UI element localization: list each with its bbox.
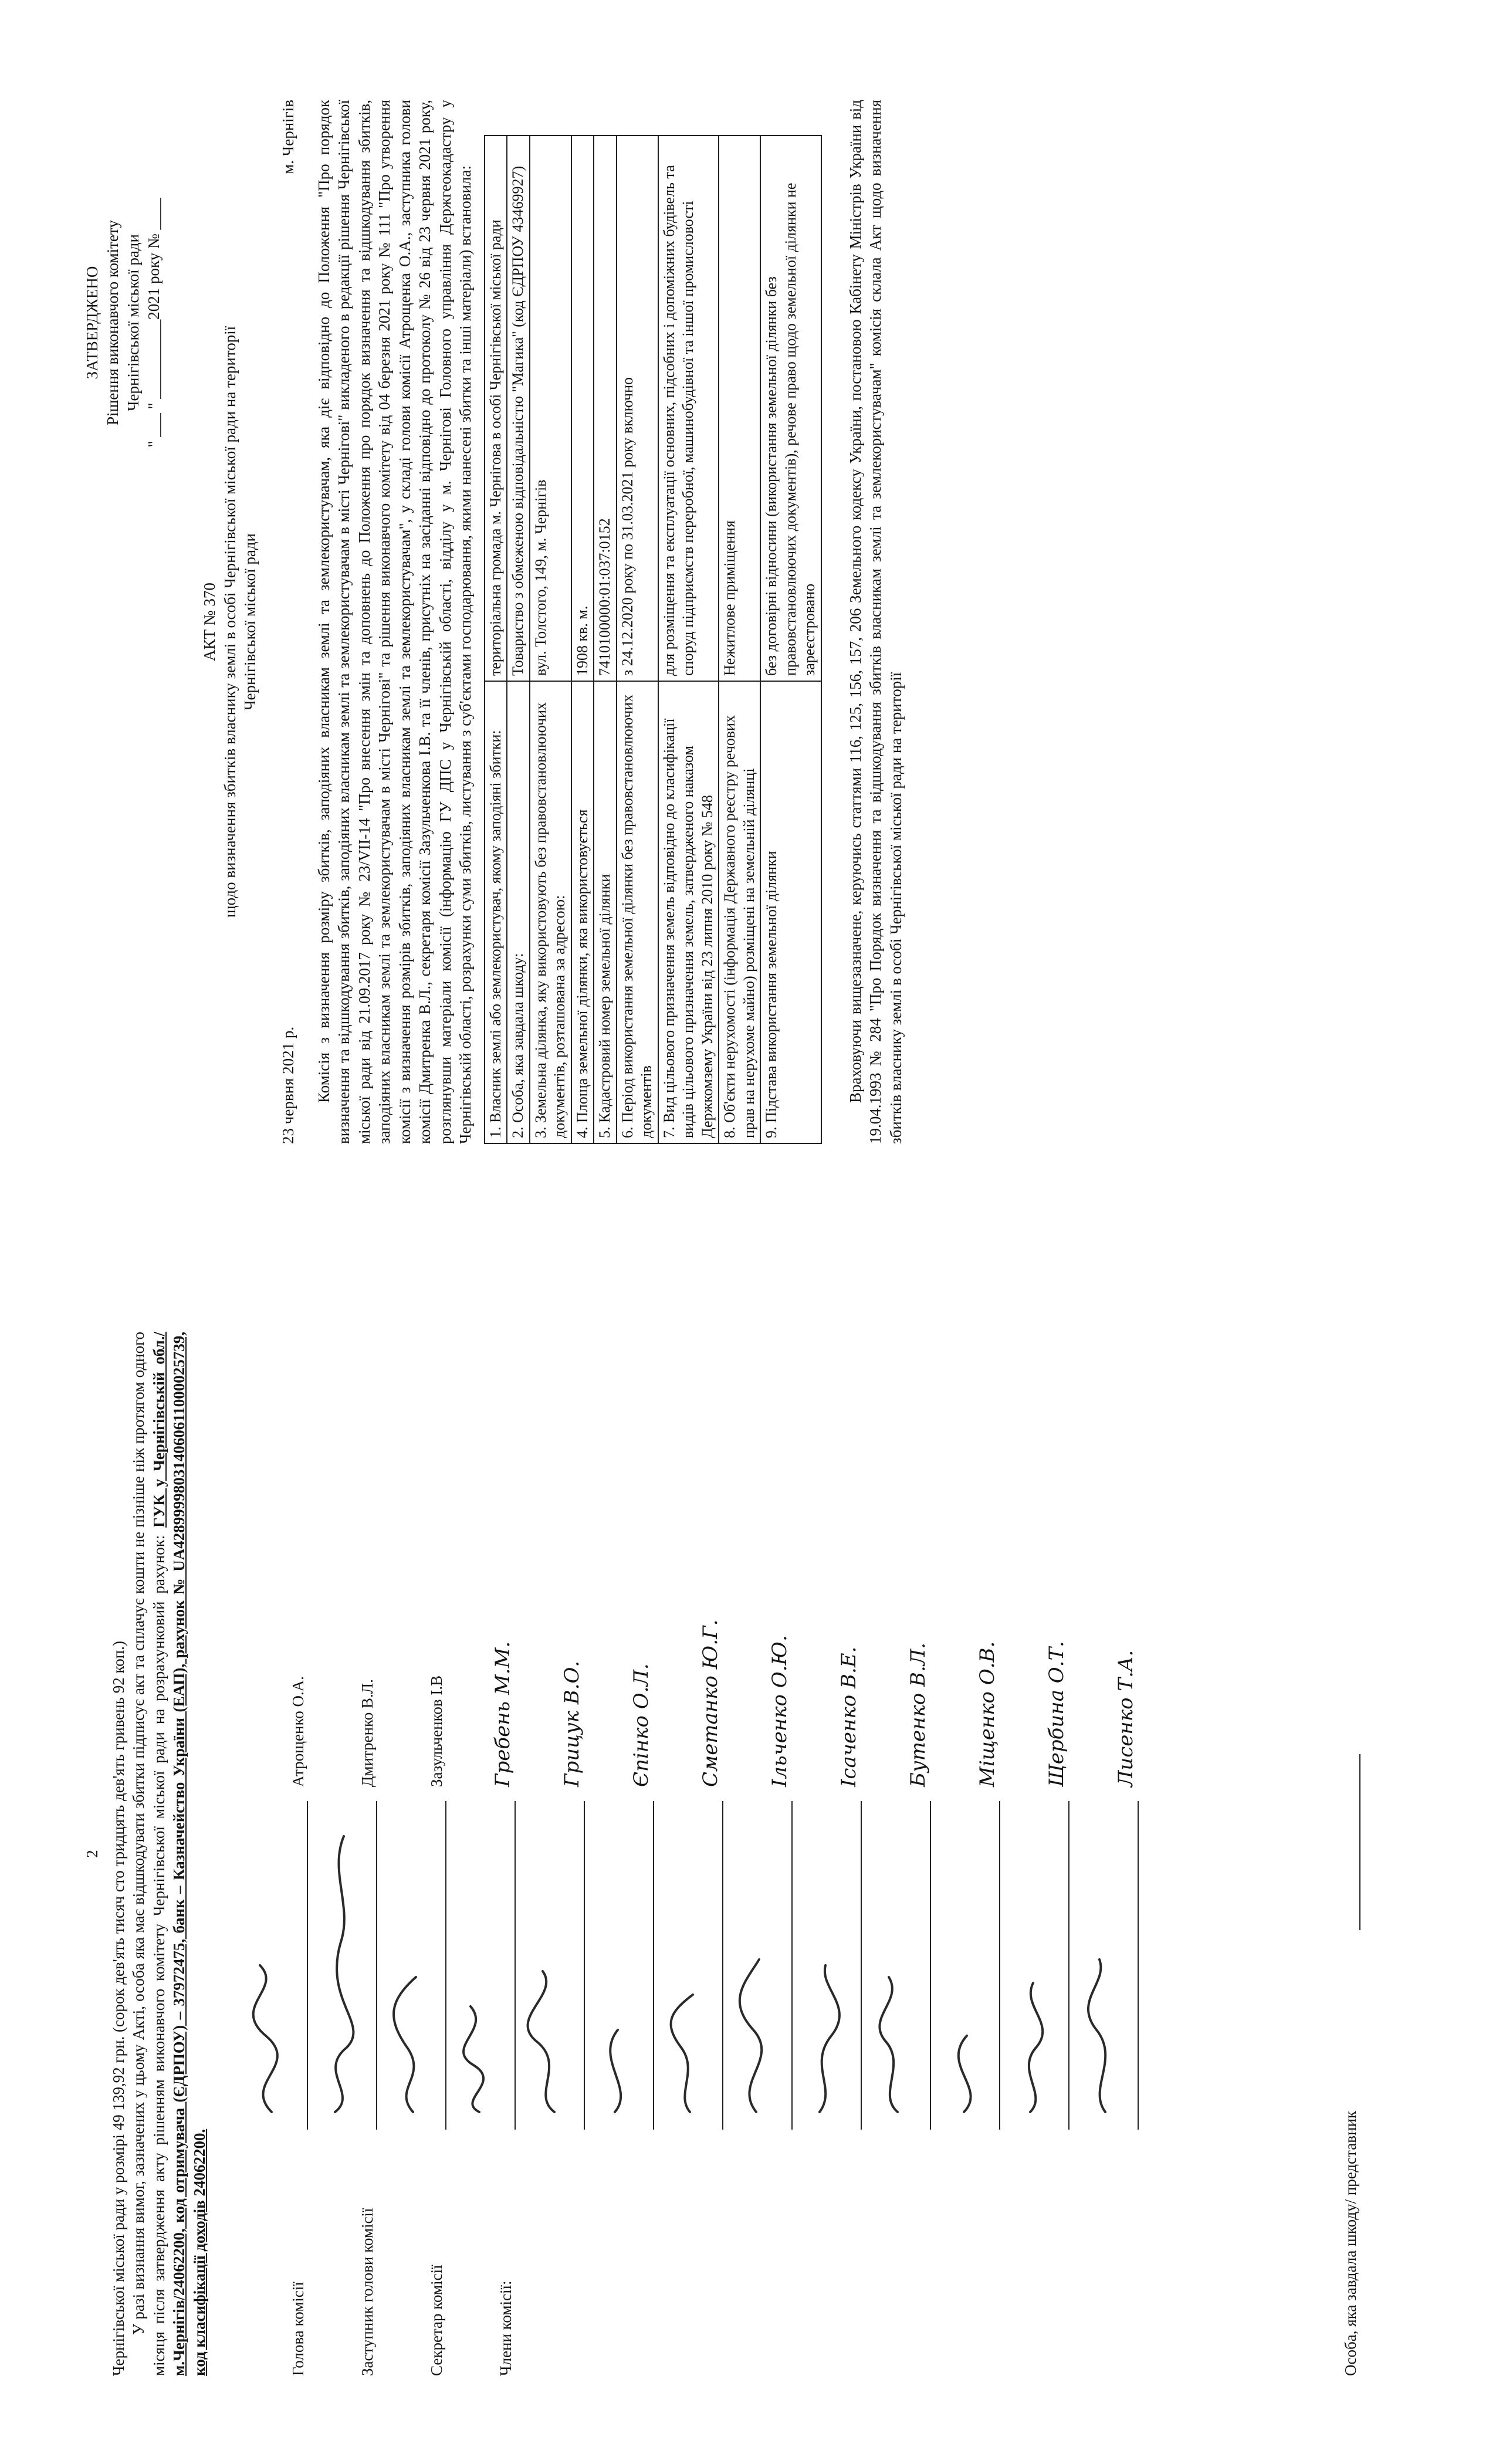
signature-name: Зазульченков І.В xyxy=(427,1675,445,1787)
amount-paragraph: Чернігівської міської ради у розмірі 49 139,92 грн. (сорок дев'ять тисяч сто тридцять дев'ять гривень 92 коп.) xyxy=(109,1641,127,2376)
signature-role: Голова комісії xyxy=(289,2282,307,2376)
signature-stroke xyxy=(880,1977,898,2112)
signature-stroke xyxy=(1029,1983,1043,2112)
handwritten-signature xyxy=(871,1813,936,2118)
table-row xyxy=(485,136,507,1143)
signature-stroke xyxy=(611,2030,621,2112)
table-label-cell: 4. Площа земельної ділянки, яка використовується xyxy=(571,681,594,1143)
table-row xyxy=(617,136,658,1143)
signature-role: Члени комісії: xyxy=(496,2280,515,2376)
offender-signature-line xyxy=(1318,1754,1360,1930)
signature-role: Заступник голови комісії xyxy=(358,2208,376,2376)
info-table xyxy=(484,135,822,1144)
table-row xyxy=(507,136,530,1143)
signature-row xyxy=(793,1332,862,2376)
signature-line xyxy=(473,1801,516,2130)
signature-line xyxy=(889,1801,931,2130)
table-row xyxy=(530,136,571,1143)
table-label-cell: 7. Вид цільового призначення земель відповідно до класифікації видів цільового призначення земель, затвердженого наказом Держкомзему України від 23 липня 2010 року № 548 xyxy=(658,681,719,1143)
date-city-row xyxy=(278,100,299,1144)
signature-line xyxy=(1096,1801,1139,2130)
signature-line xyxy=(612,1801,654,2130)
signature-line xyxy=(681,1801,723,2130)
signature-name: Ісаченко В.Е. xyxy=(837,1646,861,1787)
table-value-cell: 7410100000:01:037:0152 xyxy=(594,136,617,681)
table-label-cell: 8. Об'єкти нерухомості (інформація Державного реєстру речових прав на нерухоме майно) розміщені на земельній ділянці xyxy=(719,681,760,1143)
handwritten-signature xyxy=(664,1813,728,2118)
table-value-cell: для розміщення та експлуатації основних, підсобних і допоміжних будівель та споруд підприємств переробної, машинобудівної та іншої промисловості xyxy=(658,136,719,681)
act-date: 23 червня 2021 р. xyxy=(279,1026,297,1144)
handwritten-signature xyxy=(733,1813,797,2118)
signature-row xyxy=(585,1332,654,2376)
handwritten-signature xyxy=(525,1813,590,2118)
table-value-cell: Нежитлове приміщення xyxy=(719,136,760,681)
handwritten-signature xyxy=(940,1813,1005,2118)
signature-name: Грицук В.О. xyxy=(560,1660,584,1787)
signature-row xyxy=(1000,1332,1069,2376)
signature-row xyxy=(654,1332,723,2376)
signature-row xyxy=(239,1332,308,2376)
signature-name: Єпінко О.Л. xyxy=(629,1663,653,1787)
page-two xyxy=(0,1232,1496,2464)
signature-line xyxy=(266,1801,308,2130)
decision-date-line: " ___ " __________2021 року № ____ xyxy=(145,198,163,448)
table-row xyxy=(760,136,821,1143)
signature-list xyxy=(239,1332,1139,2376)
signature-stroke xyxy=(671,1995,693,2112)
table-value-cell: вул. Толстого, 149, м. Чернігів xyxy=(530,136,571,681)
table-value-cell: 1908 кв. м. xyxy=(571,136,594,681)
signature-row xyxy=(308,1332,377,2376)
act-city: м. Чернігів xyxy=(279,100,297,174)
handwritten-signature xyxy=(594,1813,659,2118)
signature-row xyxy=(931,1332,1000,2376)
signature-stroke xyxy=(959,2036,971,2112)
table-label-cell: 2. Особа, яка завдала шкоду: xyxy=(507,681,530,1143)
table-row xyxy=(571,136,594,1143)
handwritten-signature xyxy=(317,1813,382,2118)
signature-row xyxy=(1069,1332,1139,2376)
signature-name: Ільченко О.Ю. xyxy=(767,1635,791,1787)
page-number: 2 xyxy=(83,1850,101,1858)
decision-line-2: Чернігівської міської ради xyxy=(124,234,143,411)
signature-row xyxy=(516,1332,585,2376)
signature-row xyxy=(446,1332,516,2376)
signature-stroke xyxy=(820,1965,840,2112)
signature-name: Атрощенко О.А. xyxy=(289,1676,307,1787)
table-row xyxy=(719,136,760,1143)
signature-line xyxy=(958,1801,1000,2130)
signature-stroke xyxy=(463,2006,483,2112)
signature-row xyxy=(862,1332,931,2376)
signature-stroke xyxy=(1088,1959,1105,2112)
signature-line xyxy=(750,1801,793,2130)
table-label-cell: 6. Період використання земельної ділянки без правовстановлюючих документів xyxy=(617,681,658,1143)
offender-signature-row xyxy=(1291,1332,1360,2376)
table-value-cell: Товариство з обмеженою відповідальністю "Магика" (код ЄДРПОУ 43469927) xyxy=(507,136,530,681)
signature-line xyxy=(335,1801,377,2130)
handwritten-signature xyxy=(802,1813,867,2118)
signature-name: Бутенко В.Л. xyxy=(906,1642,930,1787)
handwritten-signature xyxy=(248,1813,313,2118)
signature-name: Лисенко Т.А. xyxy=(1113,1650,1138,1787)
table-row xyxy=(594,136,617,1143)
closing-paragraph: Враховуючи вищезазначене, керуючись статтями 116, 125, 156, 157, 206 Земельного кодексу України, постановою Кабінету Міністрів України від 19.04.1993 № 284 "Про Порядок визначення та відшкодування збитків власникам землі та землекористувачам" комісія склала Акт щодо визначення збитків власнику землі в особі Чернігівської міської ради на території xyxy=(846,100,905,1144)
act-subtitle-2: Чернігівської міської ради xyxy=(241,533,259,710)
decision-line-1: Рішення виконавчого комітету xyxy=(104,220,122,425)
handwritten-signature xyxy=(456,1813,520,2118)
table-value-cell: з 24.12.2020 року по 31.03.2021 року включно xyxy=(617,136,658,681)
approved-label: ЗАТВЕРДЖЕНО xyxy=(83,266,101,380)
signature-line xyxy=(1027,1801,1069,2130)
signature-role: Секретар комісії xyxy=(427,2265,445,2376)
signature-line xyxy=(543,1801,585,2130)
offender-label: Особа, яка завдала шкоду/ представник xyxy=(1341,2111,1359,2376)
table-label-cell: 9. Підстава використання земельної ділянки xyxy=(760,681,821,1143)
signature-name: Сметанко Ю.Г. xyxy=(698,1619,722,1787)
act-title: АКТ № 370 xyxy=(201,583,219,661)
signature-line xyxy=(820,1801,862,2130)
signature-stroke xyxy=(528,1971,554,2112)
table-label-cell: 5. Кадастровий номер земельної ділянки xyxy=(594,681,617,1143)
table-label-cell: 3. Земельна ділянка, яку використовують без правовстановлюючих документів, розташована за адресою: xyxy=(530,681,571,1143)
table-row xyxy=(658,136,719,1143)
signature-stroke xyxy=(253,1965,277,2112)
signature-row xyxy=(377,1332,446,2376)
signature-name: Дмитренко В.Л. xyxy=(358,1679,376,1787)
signature-name: Міщенко О.В. xyxy=(975,1641,999,1787)
table-value-cell: без договірні відносини (використання земельної ділянки без правовстановлюючих документів), речове право щодо земельної ділянки не зареєстровано xyxy=(760,136,821,681)
intro-paragraph: Комісія з визначення розміру збитків, заподіяних власникам землі та землекористувачам, яка діє відповідно до Положення "Про порядок визначення та відшкодування збитків, заподіяних власникам землі та землекористувачам в місті Чернігові" викладеного в редакції рішення Чернігівської міської ради від 21.09.2017 року № 23/VII-14 "Про внесення змін та доповнень до Положення про порядок визначення та відшкодування збитків, заподіяних власникам землі та землекористувачам в місті Чернігові" та рішення виконавчого комітету від 04 березня 2021 року № 111 "Про утворення комісії з визначення розмірів збитків, заподіяних власникам землі та землекористувачам", у складі голови комісії Атрощенка О.А., заступника голови комісії Дмитренка В.Л., секретаря комісії Зазульченкова І.В. та її членів, присутніх на засіданні відповідно до протоколу № 26 від 23 червня 2021 року, розглянувши матеріали комісії (інформацію ГУ ДПС у Чернігівській області, відділу у м. Чернігові Головного управління Держгеокадастру у Чернігівській області, розрахунки суми збитків, листування з суб'єктами господарювання, якими нанесені збитки та інші матеріали) встановила: xyxy=(314,100,475,1144)
handwritten-signature xyxy=(1079,1813,1143,2118)
signature-stroke xyxy=(740,1959,761,2112)
table-value-cell: територіальна громада м. Чернігова в особі Чернігівської міської ради xyxy=(485,136,507,681)
signature-name: Гребень М.М. xyxy=(490,1641,515,1787)
signature-name: Щербина О.Т. xyxy=(1044,1641,1068,1787)
approval-stamp xyxy=(82,135,164,510)
payment-text: У разі визнання вимог, зазначених у цьому Акті, особа яка має відшкодувати збитки підписує акт та сплачує кошти не пізніше ніж протягом одного місяця після затвердження акту рішенням виконавчого комітету Чернігівської міської ради на розрахунковий рахунок: xyxy=(130,1332,168,2376)
act-subtitle-1: щодо визначення збитків власнику землі в особі Чернігівської міської ради на території xyxy=(221,326,239,918)
signature-stroke xyxy=(394,1977,416,2112)
signature-stroke xyxy=(335,1836,353,2112)
signature-line xyxy=(404,1801,446,2130)
handwritten-signature xyxy=(1010,1813,1074,2118)
signature-row xyxy=(723,1332,793,2376)
payment-details: ГУК у Чернігівській обл./м.Чернігів/24062200, код отримувача (ЄДРПОУ) – 37972475, банк – Казначейство України (ЕАП), рахунок № UA428999980314060611000025739, код класифікації доходів 24062200. xyxy=(150,1332,208,2376)
payment-paragraph xyxy=(128,1332,209,2376)
table-label-cell: 1. Власник землі або землекористувач, якому заподіяні збитки: xyxy=(485,681,507,1143)
handwritten-signature xyxy=(387,1813,451,2118)
